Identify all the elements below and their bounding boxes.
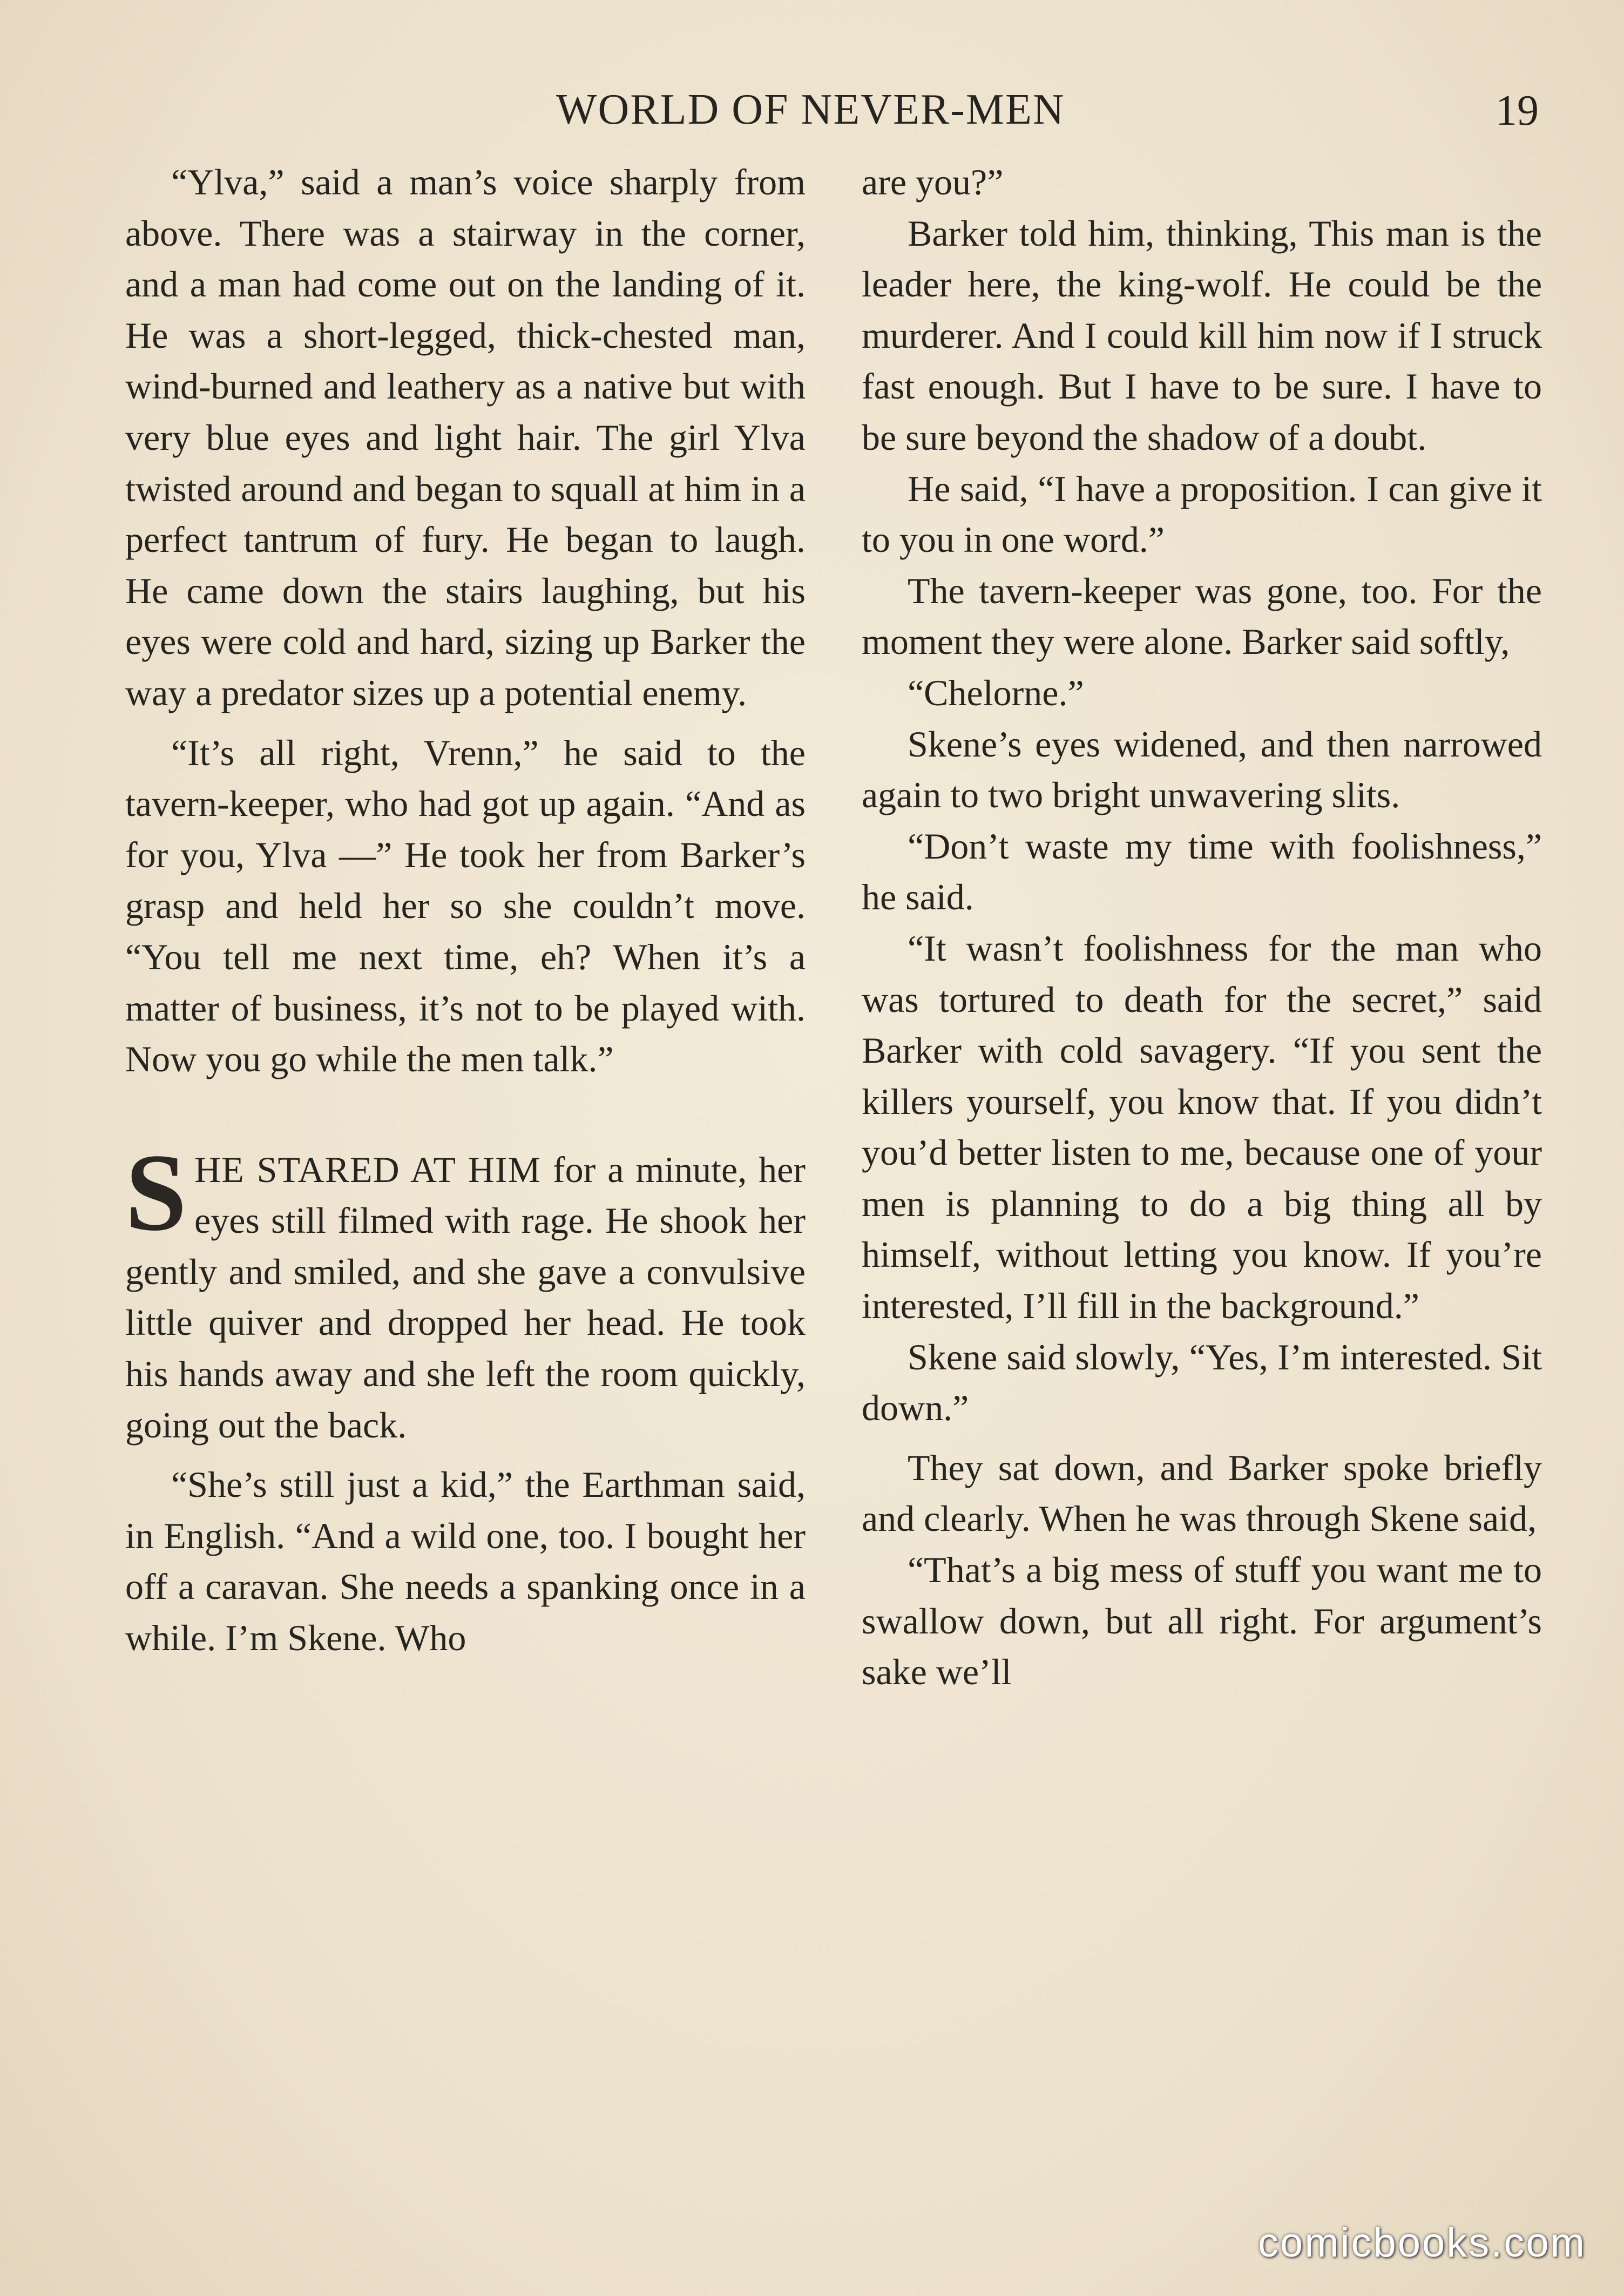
paragraph: are you?” [862, 161, 1004, 202]
page-number: 19 [1496, 87, 1539, 134]
paragraph: The tavern-keeper was gone, too. For the moment they were alone. Barker said softly, [862, 570, 1542, 663]
paragraph: “Ylva,” said a man’s voice sharply from above. There was a stairway in the corner, and a man had come out on the landing of it. He was a short-legged, thick-chested man, wind-burned and leathery as a native but with very blue eyes and light hair. The girl Ylva twisted around and began to squall at him in a perfect tantrum of fury. He began to laugh. He came down the stairs laughing, but his eyes were cold and hard, sizing up Barker the way a predator sizes up a potential enemy. [125, 161, 806, 713]
paragraph: “That’s a big mess of stuff you want me to swallow down, but all right. For argument’s sake we’ll [862, 1549, 1542, 1693]
paragraph: “It wasn’t foolishness for the man who was tortured to death for the secret,” said Barker with cold savagery. “If you sent the killers yourself, you know that. If you didn’t you’d better listen to me, because one of your men is planning to do a big thing all by himself, without letting you know. If you’re interested, I’ll fill in the background.” [862, 927, 1542, 1327]
paragraph: He said, “I have a proposition. I can give it to you in one word.” [862, 468, 1542, 561]
paragraph: Barker told him, thinking, This man is the leader here, the king-wolf. He could be the murderer. And I could kill him now if I struck fast enough. But I have to be sure. I have to be sure beyond the shadow of a doubt. [862, 212, 1542, 458]
paragraph: They sat down, and Barker spoke briefly and clearly. When he was through Skene said, [862, 1447, 1542, 1539]
paragraph: “It’s all right, Vrenn,” he said to the tavern-keeper, who had got up again. “And as for you, Ylva —” He took her from Barker’s grasp and held her so she couldn’t move. “You tell me next time, eh? When it’s a matter of business, it’s not to be played with. Now you go while the men talk.” [125, 732, 806, 1080]
paragraph: “Chelorne.” [908, 672, 1084, 713]
right-column [862, 157, 1542, 1698]
drop-cap: S [125, 1131, 187, 1254]
paragraph: Skene’s eyes widened, and then narrowed again to two bright unwavering slits. [862, 723, 1542, 816]
section-opening-paragraph [125, 1131, 806, 1451]
left-column [125, 157, 806, 1664]
paragraph: “She’s still just a kid,” the Earthman said, in English. “And a wild one, too. I bought her off a caravan. She needs a spanking once in a while. I’m Skene. Who [125, 1464, 806, 1659]
paragraph: “Don’t waste my time with foolishness,” he said. [862, 825, 1542, 918]
paragraph: Skene said slowly, “Yes, I’m interested. Sit down.” [862, 1336, 1542, 1429]
lead-in-caps: HE STARED AT HIM [194, 1149, 541, 1190]
running-head: WORLD OF NEVER-MEN [556, 86, 1065, 133]
site-watermark: comicbooks.com [1258, 2220, 1586, 2266]
paragraph-text: for a minute, her eyes still filmed with rage. He shook her gently and smiled, and she gave a convulsive little quiver and dropped her head. He took his hands away and she left the room quickly, going out the back. [125, 1149, 806, 1446]
